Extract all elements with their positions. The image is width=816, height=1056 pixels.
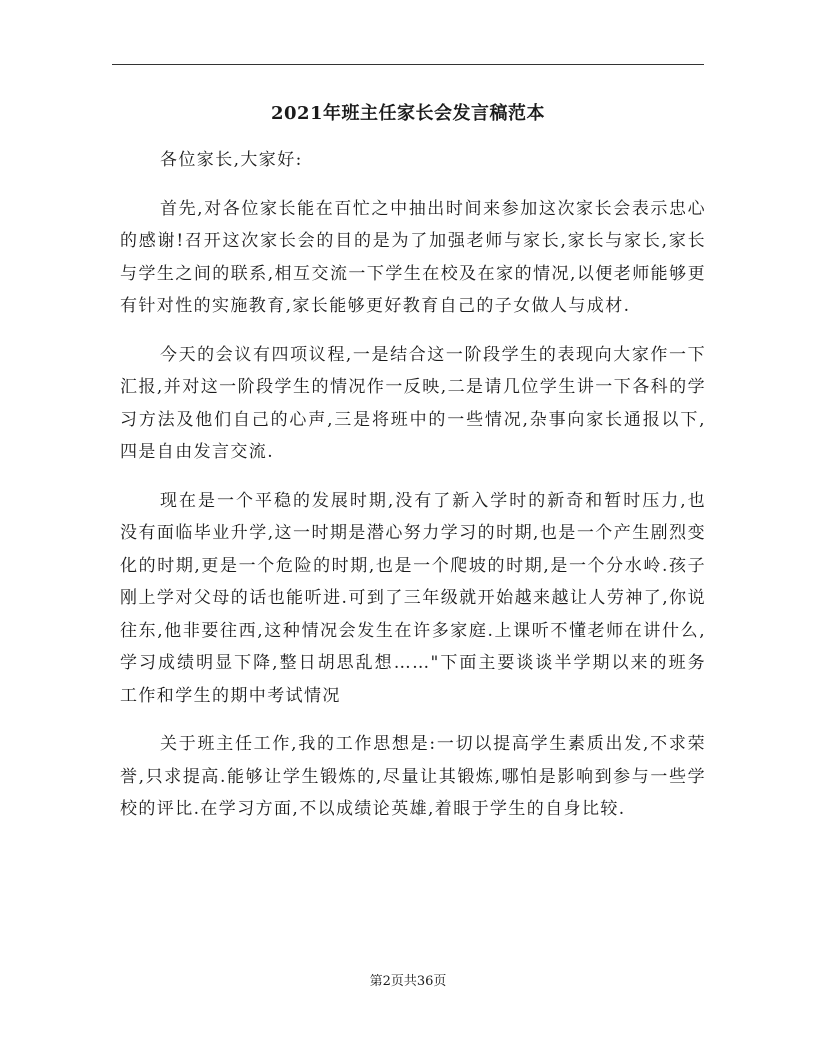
paragraph-2: 今天的会议有四项议程,一是结合这一阶段学生的表现向大家作一下汇报,并对这一阶段学生的情况作一反映,二是请几位学生讲一下各科的学习方法及他们自己的心声,三是将班中的一些情况,杂事向家长通报以下,四是自由发言交流. <box>120 344 706 462</box>
page-number: 第2页共36页 <box>369 974 447 989</box>
paragraph-1: 首先,对各位家长能在百忙之中抽出时间来参加这次家长会表示忠心的感谢!召开这次家长会的目的是为了加强老师与家长,家长与家长,家长与学生之间的联系,相互交流一下学生在校及在家的情况,以便老师能够更有针对性的实施教育,家长能够更好教育自己的子女做人与成材. <box>120 198 706 316</box>
greeting: 各位家长,大家好: <box>160 150 303 170</box>
document-body <box>120 144 706 842</box>
paragraph-4: 关于班主任工作,我的工作思想是:一切以提高学生素质出发,不求荣誉,只求提高.能够让学生锻炼的,尽量让其锻炼,哪怕是影响到参与一些学校的评比.在学习方面,不以成绩论英雄,着眼于学生的自身比较. <box>120 734 706 819</box>
paragraph-3: 现在是一个平稳的发展时期,没有了新入学时的新奇和暂时压力,也没有面临毕业升学,这一时期是潜心努力学习的时期,也是一个产生剧烈变化的时期,更是一个危险的时期,也是一个爬坡的时期,是一个分水岭.孩子刚上学对父母的话也能听进.可到了三年级就开始越来越让人劳神了,你说往东,他非要往西,这种情况会发生在许多家庭.上课听不懂老师在讲什么,学习成绩明显下降,整日胡思乱想……"下面主要谈谈半学期以来的班务工作和学生的期中考试情况 <box>120 490 706 706</box>
header-rule <box>112 64 704 65</box>
document-title: 2021年班主任家长会发言稿范本 <box>270 103 546 124</box>
